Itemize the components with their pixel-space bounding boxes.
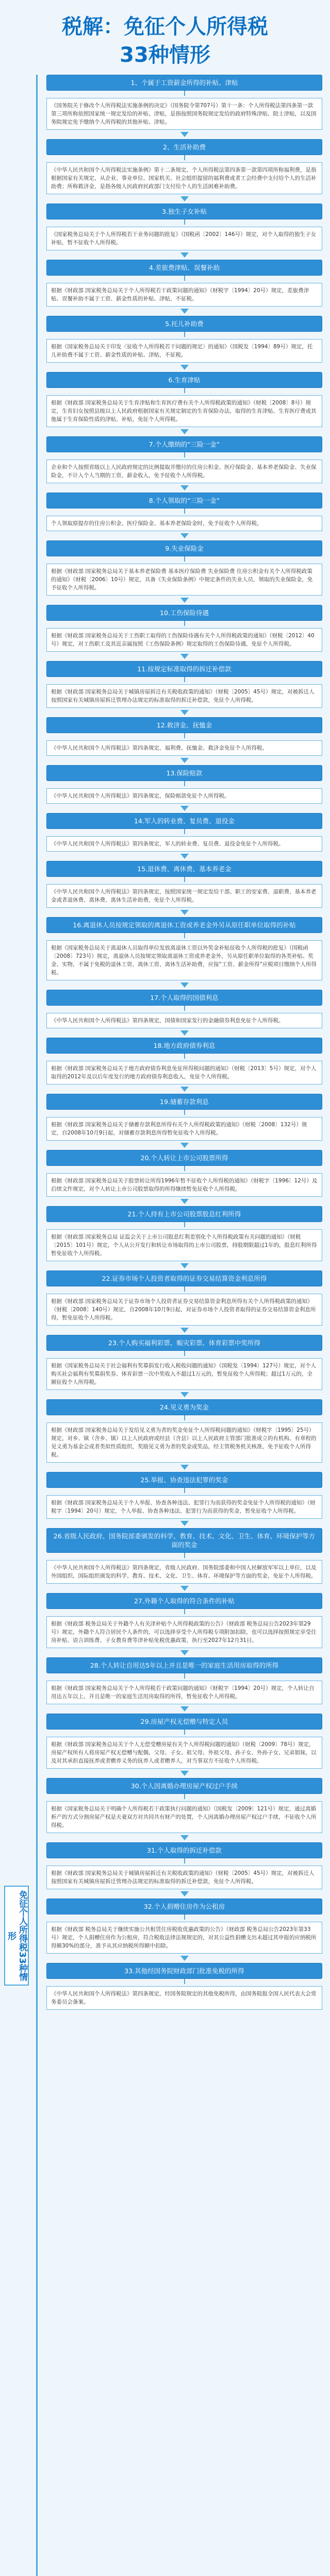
flow-item: [46, 1899, 322, 1961]
flow-item-title: 26.省级人民政府、国务院部委颁发的科学、教育、技术、文化、卫生、体育、环境保护等方面的奖金: [46, 1528, 322, 1553]
flow-item-title: 5.托儿补助费: [46, 316, 322, 332]
connector-line: [184, 781, 185, 786]
flow-item: [46, 1399, 322, 1470]
flow-item: [46, 1778, 322, 1840]
flow-item-body: 根据《国家税务总局关于社会福利有奖募捐发行收入税收问题的通知》（国税发〔1994〕127号）规定，对个人购买社会福利有奖募捐奖券、体育彩票一次中奖收入不超过1万元的，暂免征收个人所得税；超过1万元的，全额征收个人所得税。: [46, 1358, 322, 1390]
page-title-line1: 税解：免征个人所得税: [62, 15, 268, 39]
flow-item: [46, 1963, 322, 2010]
down-arrow-icon: [180, 598, 189, 603]
flow-item-title: 2、生活补助费: [46, 139, 322, 155]
connector-line: [184, 1415, 185, 1420]
connector-line: [184, 733, 185, 738]
page-header: [0, 0, 330, 72]
flow-item-body: 根据《财政部 国家税务总局关于个人无偿受赠房屋有关个人所得税问题的通知》（财税〔2009〕78号）规定，房屋产权所有人将房屋产权无偿赠与配偶、父母、子女、祖父母、外祖父母、孙子女、外孙子女、兄弟姐妹，以及对其承担直接抚养或者赡养义务的抚养人或者赡养人，对当事双方不征收个人所得税。: [46, 1737, 322, 1769]
flow-item-body: 根据《财政部 国家税务总局关于个人举报、协查各种违法、犯罪行为而获得的奖金免征个人所得税的通知》（财税字〔1994〕20号）规定，个人举报、协查各种违法、犯罪行为而获得的奖金，暂免征收个人所得税。: [46, 1495, 322, 1519]
flow-item: [46, 316, 322, 370]
connector-line: [184, 1222, 185, 1227]
flow-item-title: 25.举报、协查违法犯罪的奖金: [46, 1472, 322, 1488]
down-arrow-icon: [180, 485, 189, 490]
flow-item-title: 22.证券市场个人投资者取得的证券交易结算资金利息所得: [46, 1270, 322, 1286]
down-arrow-icon: [180, 806, 189, 811]
connector-line: [184, 1006, 185, 1011]
flow-item-body: 个人领取原提存的住房公积金、医疗保险金、基本养老保险金时，免予征收个人所得税。: [46, 516, 322, 531]
down-arrow-icon: [180, 429, 189, 434]
flow-item: [46, 139, 322, 201]
flow-item-body: 根据《国家税务总局关于明确个人所得税若干政策执行问题的通知》（国税发〔2009〕121号）规定，通过离婚析产的方式分割房屋产权是夫妻双方对共同共有财产的处置，个人因离婚办理房屋产权过户手续，不征收个人所得税。: [46, 1801, 322, 1833]
flow-item-title: 3.独生子女补贴: [46, 204, 322, 219]
connector-line: [184, 677, 185, 682]
flow-item-body: 根据《财政部 国家税务总局关于地方政府债券利息免征所得税问题的通知》（财税〔2013〕5号）规定，对个人取得的2012年及以后年度发行的地方政府债券利息收入，免征个人所得税。: [46, 1061, 322, 1084]
flow-item-title: 30.个人因离婚办理房屋产权过户手续: [46, 1778, 322, 1794]
down-arrow-icon: [180, 1956, 189, 1961]
flow-item-body: 《中华人民共和国个人所得税法》第四条规定，经国务院规定的其他免税所得，由国务院报全国人民代表大会常务委员会备案。: [46, 1986, 322, 2010]
flow-item: [46, 990, 322, 1036]
connector-line: [184, 829, 185, 834]
flow-item-body: 《中华人民共和国个人所得税法》第四条规定，国债和国家发行的金融债券利息免征个人所得税。: [46, 1013, 322, 1028]
flow-item: [46, 717, 322, 763]
flow-item: [46, 1472, 322, 1526]
flow-item: [46, 1206, 322, 1268]
flow-item-title: 17.个人取得的国债利息: [46, 990, 322, 1006]
down-arrow-icon: [180, 1030, 189, 1036]
flow-item: [46, 1657, 322, 1711]
connector-line: [184, 556, 185, 562]
flow-item: [46, 1094, 322, 1148]
flow-item: [46, 1528, 322, 1591]
flow-item: [46, 436, 322, 490]
flow-item-title: 19.储蓄存款利息: [46, 1094, 322, 1110]
down-arrow-icon: [180, 1392, 189, 1397]
connector-line: [184, 1553, 185, 1558]
connector-line: [184, 91, 185, 96]
down-arrow-icon: [180, 710, 189, 715]
connector-line: [184, 452, 185, 457]
flow-item-body: 《国家税务总局关于个人所得税若干业务问题的批复》（国税函〔2002〕146号）规定，对个人取得的独生子女补贴，暂不征收个人所得税。: [46, 227, 322, 250]
flow-item-body: 根据《财政部 国家税务总局关于发给见义勇为者的奖金免征个人所得税问题的通知》（财税字〔1995〕25号）规定，对乡、镇（含乡、镇）以上人民政府或经县（含县）以上人民政府主管部门批准成立的有机构、有章程的见义勇为基金会或者类似性质组织，奖励见义勇为者的奖金或奖品，经主管税务机关核准，免予征收个人所得税。: [46, 1422, 322, 1463]
connector-line: [184, 155, 185, 160]
flow-item-body: 根据《财政部 税务总局关于外籍个人有关津补贴个人所得税政策的公告》（财政部 税务总局公告2023年第29号）规定，外籍个人符合居民个人条件的，可以选择享受个人所得税专项附加扣除，也可以选择按照规定享受住房补贴、语言训练费、子女教育费等津补贴免税优惠政策，执行至2027年12月31日。: [46, 1616, 322, 1648]
down-arrow-icon: [180, 1706, 189, 1711]
flow-item-body: 根据《财政部 国家税务总局关于证券市场个人投资者证券交易结算资金利息所得有关个人所得税政策的通知》（财税〔2008〕140号）规定，自2008年10月9日起，对证券市场个人投资者取得的证券交易结算资金利息所得，暂免征收个人所得税。: [46, 1294, 322, 1326]
connector-line: [184, 1110, 185, 1115]
down-arrow-icon: [180, 1891, 189, 1896]
flow-item: [46, 1150, 322, 1204]
flow-item-body: 《中华人民共和国个人所得税法》第四条规定，按照国家统一规定发给干部、职工的安家费、退职费、基本养老金或者退休费、离休费、离休生活补助费，免征个人所得税。: [46, 884, 322, 908]
flow-item: [46, 540, 322, 603]
down-arrow-icon: [180, 1143, 189, 1148]
connector-line: [184, 1351, 185, 1356]
connector-line: [184, 219, 185, 225]
down-arrow-icon: [180, 1263, 189, 1268]
connector-line: [184, 621, 185, 626]
flow-item-body: 企业和个人按照省级以上人民政府规定的比例提取并缴付的住房公积金、医疗保险金、基本养老保险金、失业保险金，不计入个人当期的工资、薪金收入，免予征收个人所得税。: [46, 460, 322, 483]
flow-item-title: 9.失业保险金: [46, 540, 322, 556]
connector-line: [184, 1054, 185, 1059]
flow-item-body: 《中华人民共和国个人所得税法》第四条规定，省级人民政府、国务院部委和中国人民解放军军以上单位，以及外国组织、国际组织颁发的科学、教育、技术、文化、卫生、体育、环境保护等方面的奖金，免征个人所得税。: [46, 1560, 322, 1584]
flow-item-body: 根据《财政部 国家税务总局关于生育津贴和生育医疗费有关个人所得税政策的通知》（财税〔2008〕8号）规定，生育妇女按照县级以上人民政府根据国家有关规定制定的生育保险办法，取得的生育津贴、生育医疗费或其他属于生育保险性质的津贴、补贴，免征个人所得税。: [46, 395, 322, 427]
flow-item: [46, 1038, 322, 1092]
down-arrow-icon: [180, 196, 189, 201]
flow-item-body: 《中华人民共和国个人所得税法》第四条规定，保险赔款免征个人所得税。: [46, 788, 322, 804]
connector-line: [184, 1979, 185, 1984]
flow-item-body: 根据《财政部 国家税务总局关于城镇房屋拆迁有关税收政策的通知》（财税〔2005〕45号）规定，对被拆迁人按照国家有关城镇房屋拆迁管理办法规定的标准取得的拆迁补偿款，免征个人所得税。: [46, 1866, 322, 1889]
flow-item-title: 6.生育津贴: [46, 372, 322, 388]
flow-item-title: 10.工伤保险待遇: [46, 605, 322, 621]
flow-item-title: 7.个人缴纳的“三险一金”: [46, 436, 322, 452]
connector-line: [184, 1730, 185, 1735]
flow-item-body: 《中华人民共和国个人所得税法》第四条规定，军人的转业费、复员费、退役金免征个人所得税。: [46, 836, 322, 852]
down-arrow-icon: [180, 654, 189, 659]
connector-line: [184, 332, 185, 337]
flow-item: [46, 372, 322, 434]
flow-item-title: 27.外籍个人取得的符合条件的补贴: [46, 1593, 322, 1609]
down-arrow-icon: [180, 365, 189, 370]
flow-item: [46, 1842, 322, 1896]
down-arrow-icon: [180, 132, 189, 137]
flow-item-title: 28.个人转让自用达5年以上并且是唯一的家庭生活用房取得的所得: [46, 1657, 322, 1673]
down-arrow-icon: [180, 1771, 189, 1776]
flow-item-body: 根据《财政部 税务总局关于继续实施公共租赁住房税收优惠政策的公告》（财政部 税务总局公告2023年第33号）规定，个人捐赠住房作为公租房，符合税收法律法规规定的，对其公益性捐赠支出未超过其申报的应纳税所得额30%的部分，准予从其应纳税所得额中扣除。: [46, 1922, 322, 1954]
down-arrow-icon: [180, 309, 189, 314]
flow-item-body: 根据《财政部 国家税务总局关于基本养老保险费 基本医疗保险费 失业保险费 住房公积金有关个人所得税政策的通知》（财税〔2006〕10号）规定，具备《失业保险条例》中规定条件的失业人员，领取的失业保险金，免予征收个人所得税。: [46, 564, 322, 596]
flow-item-body: 《中华人民共和国个人所得税法实施条例》第十二条规定，个人所得税法第四条第一款第四项所称福利费，是指根据国家有关规定，从企业、事业单位、国家机关、社会组织提留的福利费或者工会经费中支付给个人的生活补助费；所称救济金，是指各级人民政府民政部门支付给个人的生活困难补助费。: [46, 162, 322, 194]
flow-item-body: 《国务院关于修改个人所得税法实施条例的决定》（国务院令第707号）第十一条：个人所得税法第四条第一款第三项所称依照国家统一规定发给的补贴、津贴，是指按照国务院规定发给的政府特殊津贴、院士津贴，以及国务院规定免予缴纳个人所得税的其他补贴、津贴。: [46, 98, 322, 130]
connector-line: [184, 388, 185, 393]
flow-spine: [36, 75, 38, 2576]
connector-line: [184, 1794, 185, 1799]
flow-item-title: 20.个人转让上市公司股票所得: [46, 1150, 322, 1166]
flow-item-title: 1、个属于工资薪金所得的补贴、津贴: [46, 75, 322, 91]
flow-item-title: 29.房屋产权无偿赠与特定人员: [46, 1714, 322, 1730]
flow-item: [46, 1335, 322, 1397]
flow-item: [46, 1714, 322, 1776]
down-arrow-icon: [180, 1835, 189, 1840]
flow-item-title: 15.退休费、离休费、基本养老金: [46, 861, 322, 877]
page-title-line2: 33种情形: [120, 43, 210, 67]
flow-item: [46, 493, 322, 538]
flow-item: [46, 1593, 322, 1655]
connector-line: [184, 1286, 185, 1292]
connector-line: [184, 1858, 185, 1863]
down-arrow-icon: [180, 1650, 189, 1655]
flow-item: [46, 661, 322, 715]
flow-item-body: 《中华人民共和国个人所得税法》第四条规定，福利费、抚恤金、救济金免征个人所得税。: [46, 740, 322, 756]
down-arrow-icon: [180, 1199, 189, 1204]
flow-item-title: 8.个人领取的“三险一金”: [46, 493, 322, 509]
down-arrow-icon: [180, 1328, 189, 1333]
flow-item-title: 24.见义勇为奖金: [46, 1399, 322, 1415]
flow-item-body: 根据《财政部 国家税务总局关于工伤职工取得的工伤保险待遇有关个人所得税政策的通知》（财税〔2012〕40号）规定，对工伤职工及其近亲属按照《工伤保险条例》规定取得的工伤保险待遇，免征个人所得税。: [46, 628, 322, 652]
down-arrow-icon: [180, 252, 189, 258]
flow-item-body: 根据《国家税务总局关于印发〈征收个人所得税若干问题的规定〉的通知》（国税发〔1994〕89号）规定，托儿补助费不属于工资、薪金性质的补贴、津贴，不征税。: [46, 339, 322, 363]
flow-item-title: 31.个人取得的拆迁补偿款: [46, 1842, 322, 1858]
flow-item-title: 14.军人的转业费、复员费、退役金: [46, 813, 322, 829]
flow-item-title: 21.个人持有上市公司股票股息红利所得: [46, 1206, 322, 1222]
flow-item: [46, 813, 322, 859]
flow-item: [46, 917, 322, 988]
connector-line: [184, 509, 185, 514]
flow-item-title: 13.保险赔款: [46, 765, 322, 781]
flow-item: [46, 605, 322, 659]
side-label: 免征个人所得税33种情形: [4, 1886, 29, 1986]
flow-item-title: 18.地方政府债券利息: [46, 1038, 322, 1054]
flow-item-title: 11.按规定标准取得的拆迁补偿款: [46, 661, 322, 677]
down-arrow-icon: [180, 854, 189, 859]
flow-item-title: 12.救济金、抚恤金: [46, 717, 322, 733]
flow-item-title: 23.个人购买福利彩票、赈灾彩票、体育彩票中奖所得: [46, 1335, 322, 1351]
down-arrow-icon: [180, 1521, 189, 1526]
connector-line: [184, 877, 185, 882]
down-arrow-icon: [180, 1465, 189, 1470]
flow-item: [46, 1270, 322, 1333]
down-arrow-icon: [180, 1586, 189, 1591]
connector-line: [184, 1166, 185, 1171]
connector-line: [184, 933, 185, 938]
flow-item-body: 根据《国家税务总局关于离退休人员取得单位发放离退休工资以外奖金补贴征收个人所得税的批复》（国税函〔2008〕723号）规定，离退休人员按规定领取离退休工资或养老金外，另从原任职单位取得的各类补贴、奖金、实物，不属于免税的退休工资、离休工资、离休生活补助费，应按“工资、薪金所得”应税项目缴纳个人所得税。: [46, 940, 322, 980]
down-arrow-icon: [180, 982, 189, 988]
flow-item-body: 根据《财政部 国家税务总局关于个人所得税若干政策问题的通知》（财税字〔1994〕20号）规定，个人转让自用达五年以上、并且是唯一的家庭生活用房取得的所得，暂免征收个人所得税。: [46, 1681, 322, 1704]
flow-item-body: 根据《财政部 国家税务总局关于个人所得税若干政策问题的通知》（财税字〔1994〕20号）规定，差旅费津贴、误餐补助不属于工资、薪金性质的补贴、津贴，不征税。: [46, 283, 322, 307]
flow-item: [46, 260, 322, 314]
connector-line: [184, 1609, 185, 1614]
down-arrow-icon: [180, 910, 189, 915]
flow-item-title: 16.离退休人员按规定领取的离退休工资或养老金外另从原任职单位取得的补贴: [46, 917, 322, 933]
connector-line: [184, 1488, 185, 1493]
flow-item-title: 33.其他经国务院财政部门批准免税的所得: [46, 1963, 322, 1979]
down-arrow-icon: [180, 1087, 189, 1092]
flow-item-title: 32.个人捐赠住房作为公租房: [46, 1899, 322, 1914]
connector-line: [184, 1914, 185, 1920]
connector-line: [184, 1673, 185, 1679]
flow-item: [46, 765, 322, 811]
flow-list: [46, 75, 322, 2010]
flow-item-body: 根据《财政部 国家税务总局 证监会关于上市公司股息红利差别化个人所得税政策有关问题的通知》（财税〔2015〕101号）规定，个人从公开发行和转让市场取得的上市公司股票，持股期限超过1年的，股息红利所得暂免征收个人所得税。: [46, 1229, 322, 1261]
flow-item-body: 根据《财政部 国家税务总局关于城镇房屋拆迁有关税收政策的通知》（财税〔2005〕45号）规定，对被拆迁人按照国家有关城镇房屋拆迁管理办法规定的标准取得的拆迁补偿款，免征个人所得税。: [46, 684, 322, 708]
flow-item-body: 根据《财政部 国家税务总局关于股票转让所得1996年暂不征收个人所得税的通知》（财税字〔1996〕12号）及后续文件规定，对个人转让上市公司股票取得的所得继续暂免征收个人所得税。: [46, 1173, 322, 1197]
flow-item-body: 根据《财政部 国家税务总局关于储蓄存款利息所得有关个人所得税政策的通知》（财税〔2008〕132号）规定，自2008年10月9日起，对储蓄存款利息所得暂免征收个人所得税。: [46, 1117, 322, 1141]
flow-item: [46, 75, 322, 137]
down-arrow-icon: [180, 533, 189, 538]
flow-item: [46, 204, 322, 258]
flow-item-title: 4.差旅费津贴、误餐补助: [46, 260, 322, 276]
down-arrow-icon: [180, 758, 189, 763]
flow-item: [46, 861, 322, 915]
connector-line: [184, 276, 185, 281]
